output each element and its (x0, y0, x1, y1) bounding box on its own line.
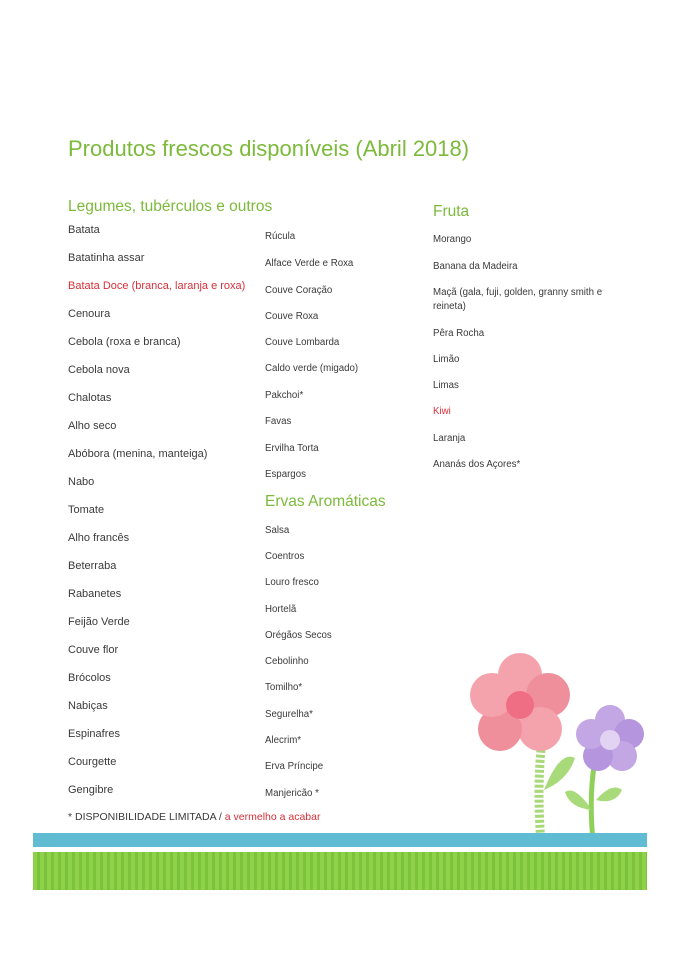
list-item: Morango (433, 234, 472, 245)
footnote-limited: * DISPONIBILIDADE LIMITADA / (68, 811, 225, 823)
list-item: Espargos (265, 469, 306, 480)
ervas-heading: Ervas Aromáticas (265, 493, 386, 510)
list-item: Abóbora (menina, manteiga) (68, 448, 208, 460)
list-item: Alho francês (68, 532, 130, 544)
list-item: Tomilho* (265, 682, 303, 693)
list-item: Ananás dos Açores* (433, 459, 521, 470)
list-item: Alho seco (68, 420, 117, 432)
list-item: Cebolinho (265, 656, 309, 667)
list-item: Couve Lombarda (265, 337, 340, 348)
leaf (544, 757, 575, 790)
list-item: Nabo (68, 476, 95, 488)
list-item: Espinafres (68, 728, 120, 740)
list-item: Chalotas (68, 392, 112, 404)
footnote (68, 811, 321, 823)
list-item: Gengibre (68, 784, 114, 796)
list-item-ending: Kiwi (433, 406, 451, 417)
list-item: Cebola nova (68, 364, 130, 376)
list-item: Rabanetes (68, 588, 122, 600)
list-item: Alecrim* (265, 735, 302, 746)
list-item-ending: Batata Doce (branca, laranja e roxa) (68, 280, 246, 292)
list-item: Courgette (68, 756, 117, 768)
list-item: Brócolos (68, 672, 111, 684)
list-item: Nabiças (68, 700, 108, 712)
list-item: Batatinha assar (68, 252, 145, 264)
list-item: Feijão Verde (68, 616, 130, 628)
page-title: Produtos frescos disponíveis (Abril 2018) (68, 136, 470, 161)
decorative-blue-band (33, 833, 647, 847)
pink-flower (470, 653, 570, 751)
list-item: Banana da Madeira (433, 261, 518, 272)
list-item: Caldo verde (migado) (265, 363, 359, 374)
list-item: Louro fresco (265, 577, 319, 588)
list-item: Couve flor (68, 644, 119, 656)
list-item: Pêra Rocha (433, 328, 485, 339)
list-item: Tomate (68, 504, 105, 516)
list-item: Beterraba (68, 560, 117, 572)
list-item: Salsa (265, 525, 290, 536)
list-item: Segurelha* (265, 709, 313, 720)
list-item: Limas (433, 380, 459, 391)
list-item: Ervilha Torta (265, 443, 319, 454)
flowers-illustration (460, 650, 660, 860)
list-item: Batata (68, 224, 100, 236)
leaf (565, 790, 592, 810)
list-item: Orégãos Secos (265, 630, 332, 641)
footnote-red-note: a vermelho a acabar (224, 811, 321, 823)
list-item: Hortelã (265, 604, 297, 615)
list-item: Maçã (gala, fuji, golden, granny smith e (433, 287, 603, 298)
list-item: Couve Roxa (265, 311, 319, 322)
list-item: Manjericão * (265, 788, 319, 799)
legumes-heading: Legumes, tubérculos e outros (68, 198, 273, 215)
list-item: Alface Verde e Roxa (265, 258, 354, 269)
list-item: Coentros (265, 551, 305, 562)
fruta-heading: Fruta (433, 203, 470, 220)
list-item: Limão (433, 354, 460, 365)
list-item: Cebola (roxa e branca) (68, 336, 181, 348)
list-item: Favas (265, 416, 292, 427)
list-item: Couve Coração (265, 285, 333, 296)
list-item: reineta) (433, 301, 466, 312)
list-item: Erva Príncipe (265, 761, 324, 772)
purple-flower (576, 705, 644, 771)
leaf (596, 788, 622, 802)
list-item: Cenoura (68, 308, 111, 320)
decorative-grass-band (33, 852, 647, 890)
list-item: Laranja (433, 433, 466, 444)
list-item: Pakchoi* (265, 390, 304, 401)
list-item: Rúcula (265, 231, 296, 242)
